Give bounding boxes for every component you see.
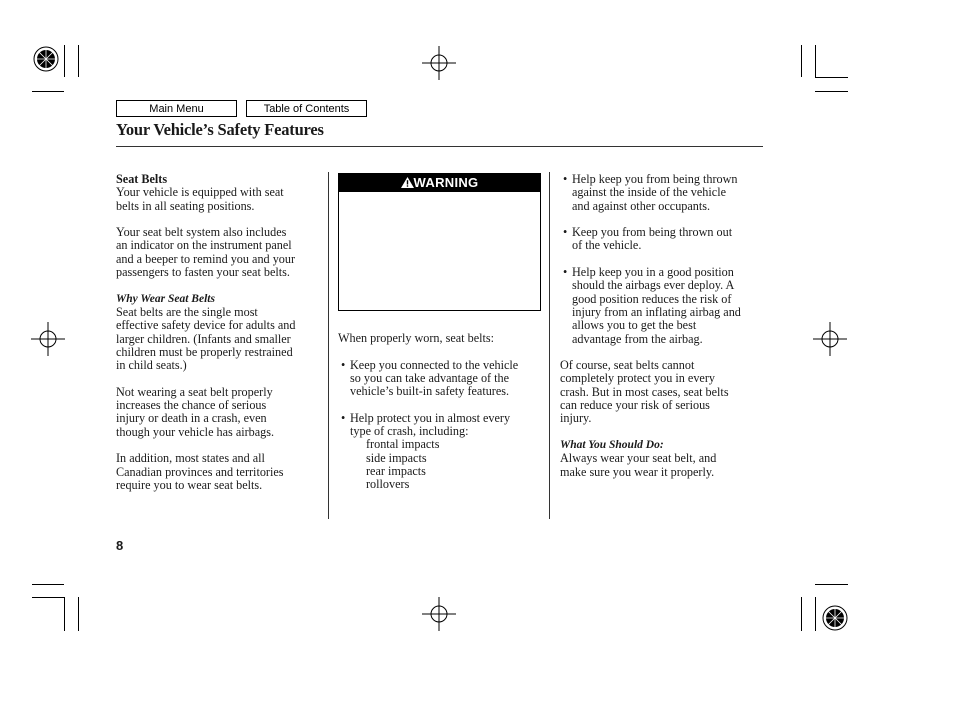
registration-sunburst-icon xyxy=(821,604,849,632)
main-menu-button[interactable]: Main Menu xyxy=(116,100,237,117)
list-item: • Help keep you in a good position should the airbags ever deploy. A good position reduces the risk of injury from an inflating airbag and allows you to get the best advantage from the airbag. xyxy=(563,266,765,346)
paragraph: Not wearing a seat belt properly increases the chance of serious injury or death in a crash, even though your vehicle has airbags. xyxy=(116,384,275,439)
page-number: 8 xyxy=(116,538,124,553)
registration-crosshair-icon xyxy=(422,46,456,80)
paragraph: Your seat belt system also includes an indicator on the instrument panel and a beeper to remind you and your passengers to fasten your seat belts. xyxy=(116,225,296,280)
registration-crosshair-icon xyxy=(813,322,847,356)
list-item: • Help keep you from being thrown against the inside of the vehicle and against other occupants. xyxy=(563,173,765,213)
registration-crosshair-icon xyxy=(422,597,456,631)
intro-text: When properly worn, seat belts: xyxy=(338,331,495,345)
paragraph: Of course, seat belts cannot completely protect you in every crash. But in most cases, seat belts can reduce your risk of serious injury. xyxy=(560,358,729,426)
section-heading: Seat Belts xyxy=(116,172,168,186)
column-divider xyxy=(549,172,550,519)
warning-label: WARNING xyxy=(413,175,479,190)
column-1 xyxy=(116,173,321,492)
crash-types-list: frontal impacts side impacts rear impacts rollovers xyxy=(366,437,440,492)
column-divider xyxy=(328,172,329,519)
subsection-heading: What You Should Do: xyxy=(560,438,664,451)
subsection-heading: Why Wear Seat Belts xyxy=(116,292,215,305)
table-of-contents-button[interactable]: Table of Contents xyxy=(246,100,367,117)
registration-sunburst-icon xyxy=(32,45,60,73)
title-rule xyxy=(116,146,763,147)
paragraph: Always wear your seat belt, and make sure you wear it properly. xyxy=(560,451,717,479)
paragraph: Seat belts are the single most effective safety device for adults and larger children. (Infants and smaller children must be properly restrained in child seats.) xyxy=(116,304,296,373)
warning-triangle-icon xyxy=(401,177,414,188)
page-title: Your Vehicle’s Safety Features xyxy=(116,120,324,139)
paragraph: Your vehicle is equipped with seat belts in all seating positions. xyxy=(116,185,284,213)
column-3 xyxy=(560,173,765,479)
list-item: • Keep you from being thrown out of the vehicle. xyxy=(563,226,765,253)
warning-header xyxy=(339,174,540,192)
warning-box xyxy=(338,173,541,311)
list-item: • Help protect you in almost every type of crash, including: frontal impacts side impacts rear impacts rollovers xyxy=(341,412,543,492)
list-item: • Keep you connected to the vehicle so you can take advantage of the vehicle’s built-in safety features. xyxy=(341,359,543,399)
paragraph: In addition, most states and all Canadian provinces and territories require you to wear seat belts. xyxy=(116,451,284,492)
column-2 xyxy=(338,332,543,492)
registration-crosshair-icon xyxy=(31,322,65,356)
